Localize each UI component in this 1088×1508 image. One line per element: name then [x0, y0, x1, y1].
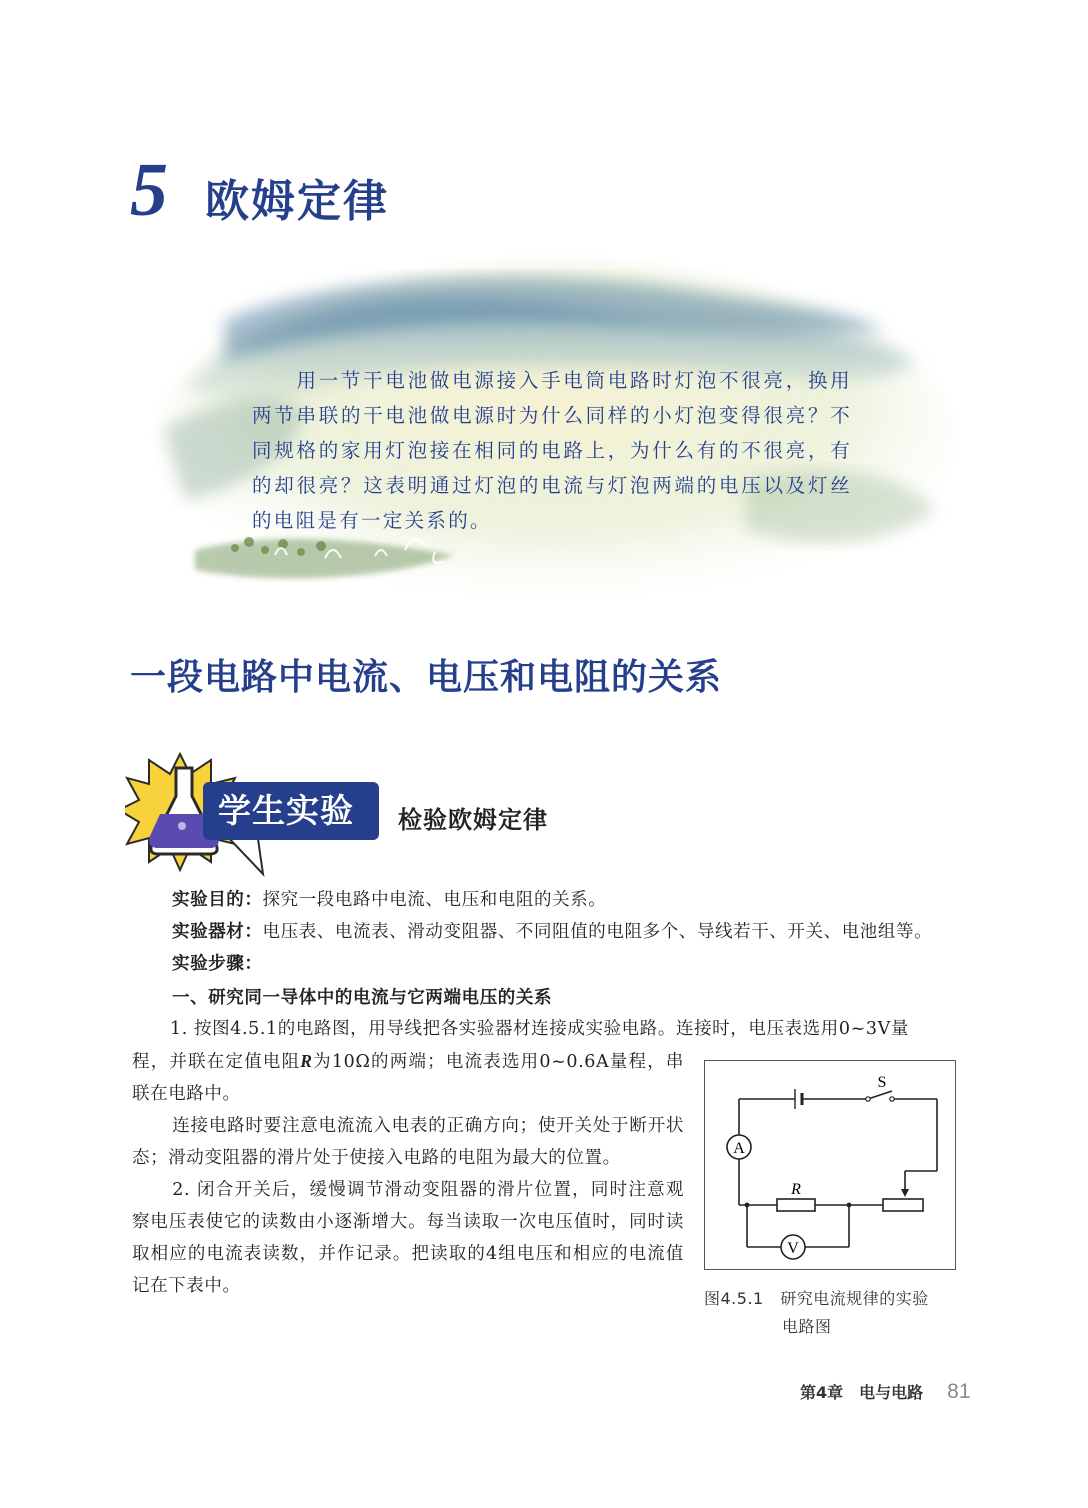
page-footer — [800, 1380, 971, 1404]
footer-chapter: 第4章 电与电路 — [800, 1383, 924, 1402]
resistor-label: R — [791, 1181, 801, 1198]
experiment-equipment — [172, 916, 932, 948]
figure-caption-line2: 电路图 — [782, 1317, 832, 1336]
section-number: 5 — [130, 148, 168, 232]
steps-label: 实验步骤： — [172, 954, 263, 974]
switch-label: S — [877, 1074, 887, 1091]
experiment-steps-label — [172, 948, 263, 980]
equipment-text: 电压表、电流表、滑动变阻器、不同阻值的电阻多个、导线若干、开关、电池组等。 — [262, 922, 933, 942]
figure-caption — [704, 1285, 962, 1341]
page-number: 81 — [947, 1380, 971, 1403]
experiment-badge-label: 学生实验 — [218, 791, 354, 830]
subsection-title: 一段电路中电流、电压和电阻的关系 — [130, 657, 723, 698]
purpose-text: 探究一段电路中电流、电压和电阻的关系。 — [262, 890, 607, 910]
step2-text: 2. 闭合开关后，缓慢调节滑动变阻器的滑片位置，同时注意观察电压表使它的读数由小逐渐增大。每当读取一次电压值时，同时读取相应的电流表读数，并作记录。把读取的4组电压和相应的电流值记在下表中。 — [132, 1180, 684, 1296]
circuit-diagram — [705, 1061, 955, 1269]
equipment-label: 实验器材： — [172, 922, 263, 942]
part1-title: 一、研究同一导体中的电流与它两端电压的关系 — [172, 988, 553, 1008]
voltmeter-label: V — [787, 1240, 799, 1257]
experiment-purpose — [172, 884, 606, 916]
step1-text-b: 为10Ω的两端；电流表选用0~0.6A量程，串联在电路中。 — [132, 1052, 685, 1104]
step1-body — [132, 1045, 684, 1302]
step1-text-a: 程，并联在定值电阻 — [132, 1052, 301, 1072]
step1-note: 连接电路时要注意电流流入电表的正确方向；使开关处于断开状态；滑动变阻器的滑片处于使接入电路的电阻为最大的位置。 — [132, 1116, 684, 1168]
intro-paragraph — [252, 363, 852, 538]
figure-caption-line1: 图4.5.1 研究电流规律的实验 — [704, 1289, 929, 1308]
experiment-title: 检验欧姆定律 — [398, 806, 548, 834]
purpose-label: 实验目的： — [172, 890, 263, 910]
intro-text: 用一节干电池做电源接入手电筒电路时灯泡不很亮，换用两节串联的干电池做电源时为什么同样的小灯泡变得很亮？不同规格的家用灯泡接在相同的电路上，为什么有的不很亮，有的却很亮？这表明通过灯泡的电流与灯泡两端的电压以及灯丝的电阻是有一定关系的。 — [252, 369, 852, 532]
resistor-symbol: R — [300, 1051, 313, 1071]
step1-first-line: 1. 按图4.5.1的电路图，用导线把各实验器材连接成实验电路。连接时，电压表选用0~3V量 — [170, 1019, 909, 1039]
ammeter-label: A — [733, 1140, 745, 1157]
circuit-figure — [704, 1060, 956, 1270]
section-title: 欧姆定律 — [205, 176, 389, 227]
